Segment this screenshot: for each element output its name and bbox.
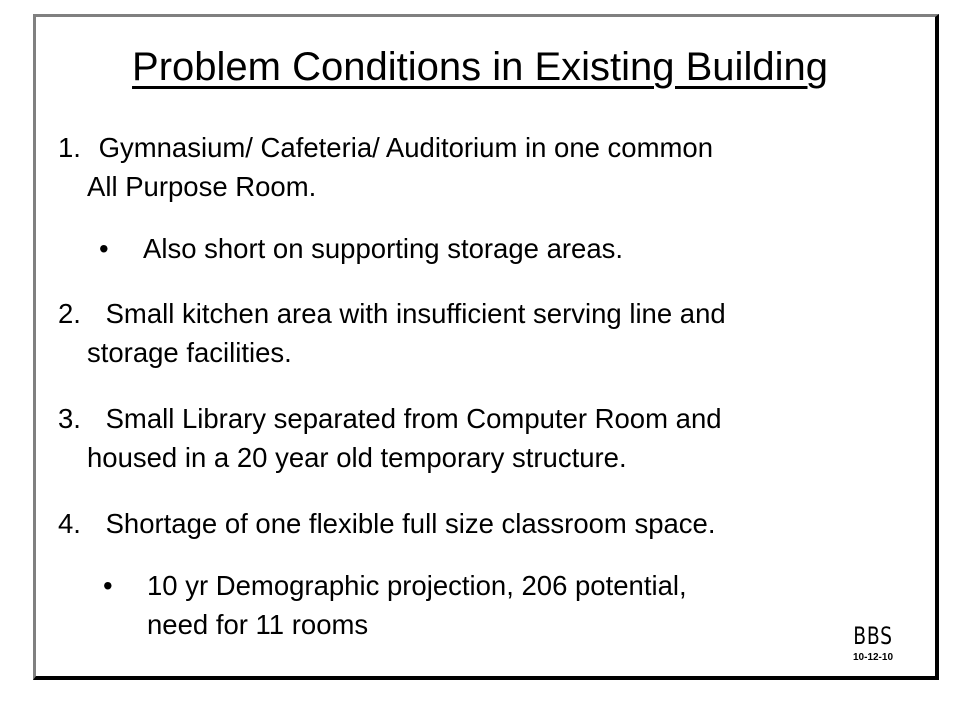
- list-item-2: [58, 295, 726, 332]
- bullet-marker-2: •: [103, 570, 113, 601]
- sub-bullet-2-line1: 10 yr Demographic projection, 206 potential,: [147, 570, 687, 601]
- bbs-logo: [843, 622, 903, 664]
- sub-bullet-1: [143, 230, 623, 267]
- list-item-3-number: 3.: [58, 403, 81, 434]
- list-item-1-line2: All Purpose Room.: [87, 171, 317, 202]
- list-item-4: [58, 505, 715, 542]
- list-item-4-line1: Shortage of one flexible full size classroom space.: [105, 508, 716, 539]
- sub-bullet-1-text: Also short on supporting storage areas.: [143, 233, 624, 264]
- list-item-3-line2: housed in a 20 year old temporary structure.: [87, 442, 627, 473]
- list-item-3-continuation: [87, 439, 627, 476]
- sub-bullet-2-continuation: [147, 606, 368, 643]
- list-item-1: [58, 129, 713, 166]
- list-item-1-number: 1.: [58, 132, 81, 163]
- list-item-2-continuation: [87, 334, 292, 371]
- list-item-3: [58, 400, 722, 437]
- logo-mark: BBS: [853, 622, 893, 650]
- list-item-4-number: 4.: [58, 508, 81, 539]
- list-item-2-line2: storage facilities.: [87, 337, 292, 368]
- list-item-2-line1: Small kitchen area with insufficient serving line and: [105, 298, 726, 329]
- list-item-1-continuation: [87, 168, 316, 205]
- logo-date: 10-12-10: [852, 652, 894, 663]
- list-item-2-number: 2.: [58, 298, 81, 329]
- sub-bullet-2-line2: need for 11 rooms: [147, 609, 369, 640]
- list-item-1-line1: Gymnasium/ Cafeteria/ Auditorium in one common: [98, 132, 714, 163]
- list-item-3-line1: Small Library separated from Computer Room and: [105, 403, 722, 434]
- slide-title: [0, 42, 960, 92]
- bullet-marker-1: •: [99, 233, 109, 264]
- sub-bullet-2: [147, 567, 687, 604]
- slide-title-text: Problem Conditions in Existing Building: [132, 45, 828, 89]
